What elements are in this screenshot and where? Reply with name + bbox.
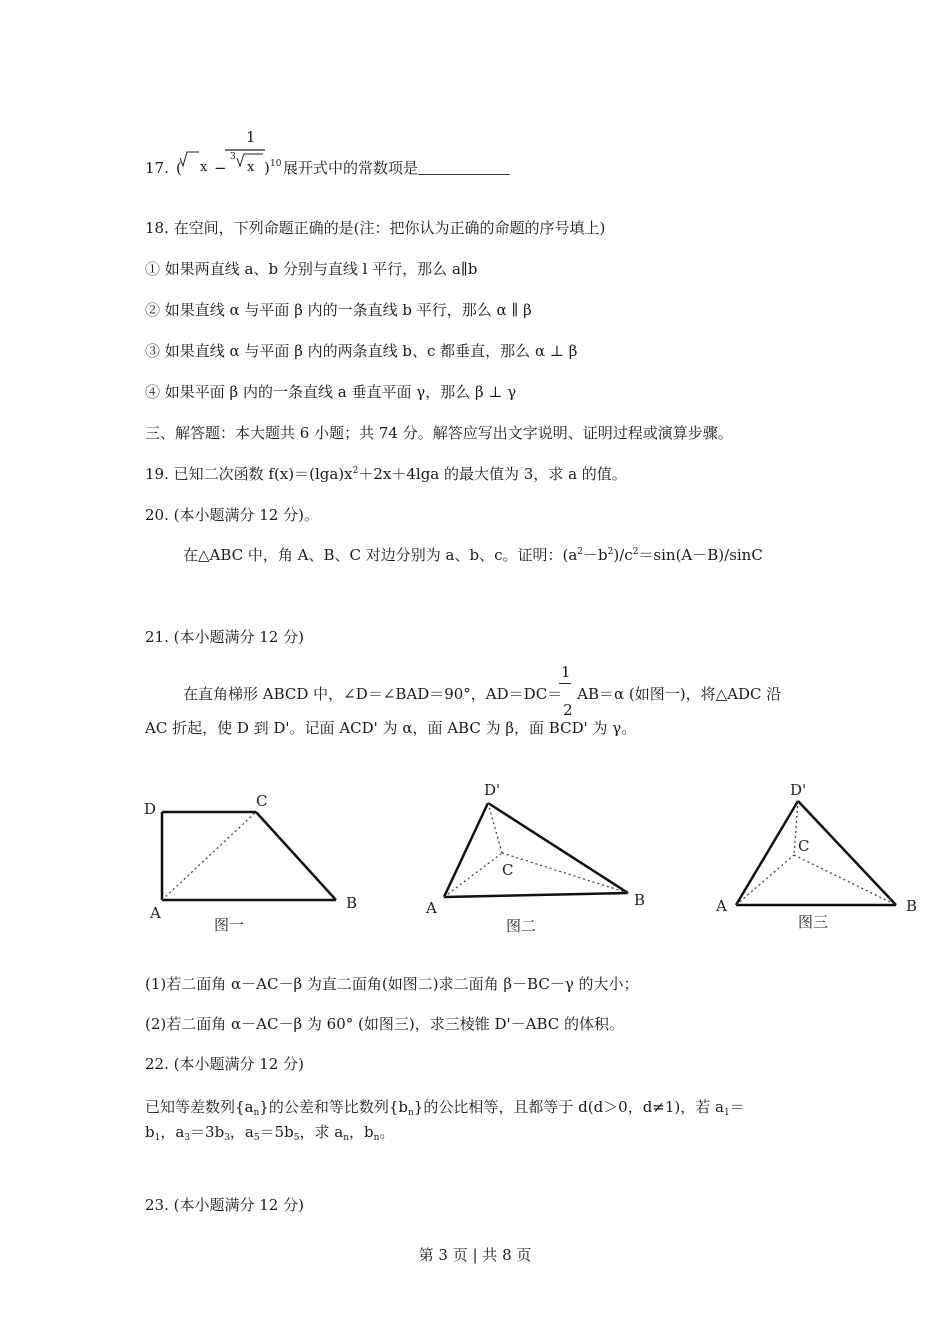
- q22-head: 22. (本小题满分 12 分): [145, 1055, 304, 1073]
- edge-AC-dotted: [444, 853, 502, 897]
- q17-exponent: 10: [270, 159, 282, 169]
- q21-part-2: (2)若二面角 α－AC－β 为 60° (如图三)，求三棱锥 D'－ABC 的体积。: [145, 1015, 625, 1033]
- label-A: A: [150, 904, 161, 922]
- edge-AC-dotted: [736, 855, 794, 905]
- label-B: B: [346, 894, 358, 912]
- label-C: C: [798, 837, 810, 855]
- sqrt-sign: [180, 152, 199, 166]
- q20-text-1: 在△ABC 中，角 A、B、C 对边分别为 a、b、c。证明：(a: [183, 546, 578, 564]
- q17-cbrt-x: x: [247, 160, 255, 175]
- q22-t2: }的公差和等比数列{b: [259, 1098, 408, 1116]
- label-C: C: [502, 861, 514, 879]
- label-B: B: [906, 897, 918, 915]
- q22-sub-j: n: [373, 1133, 380, 1143]
- q22-t3: }的公比相等，且都等于 d(d＞0，d≠1)，若 a: [413, 1098, 724, 1116]
- q21-line-1: [183, 684, 782, 719]
- label-D: D: [144, 800, 157, 818]
- q20-sup-2: 2: [607, 547, 614, 557]
- q21-text-1b: AB＝α (如图一)，将△ADC 沿: [577, 685, 782, 703]
- edge-AC-dotted: [162, 812, 256, 900]
- q20-sup-3: 2: [632, 547, 639, 557]
- label-Dp: D': [790, 781, 807, 799]
- q22-sub-h: 5: [293, 1133, 300, 1143]
- q21-frac-num: 1: [561, 663, 571, 681]
- q19-sup: 2: [352, 466, 359, 476]
- q20-text-4: ＝sin(A－B)/sinC: [638, 546, 763, 564]
- q17-text: 展开式中的常数项是: [283, 159, 419, 177]
- q22-t7: ＝3b: [190, 1123, 225, 1141]
- edge-CB: [256, 812, 336, 900]
- q17-sqrt-x: x: [200, 160, 208, 175]
- q22-t5: b: [145, 1123, 155, 1141]
- answer-blank: [418, 160, 510, 175]
- q22-t6: ，a: [160, 1123, 185, 1141]
- q17-root-index: 3: [230, 152, 236, 162]
- edge-DpB: [798, 801, 896, 905]
- label-B: B: [634, 891, 646, 909]
- figure-1: [140, 790, 370, 940]
- q18-option-1: ① 如果两直线 a、b 分别与直线 l 平行，那么 a∥b: [145, 260, 478, 278]
- q21-part-1: (1)若二面角 α－AC－β 为直二面角(如图二)求二面角 β－BC－γ 的大小；: [145, 975, 639, 993]
- edge-DpA: [736, 801, 798, 905]
- label-C: C: [256, 792, 268, 810]
- q22-t12: 。: [379, 1123, 395, 1141]
- edge-CB-dotted: [502, 853, 628, 893]
- caption-1: 图一: [214, 916, 245, 934]
- q21-head: 21. (本小题满分 12 分): [145, 628, 304, 646]
- page-footer: 第 3 页 | 共 8 页: [418, 1246, 532, 1264]
- label-A: A: [426, 899, 437, 917]
- q22-sub-b: n: [408, 1108, 414, 1118]
- q21-line-2: AC 折起，使 D 到 D'。记面 ACD' 为 α，面 ABC 为 β，面 BCD' 为 γ。: [145, 719, 637, 737]
- q18-option-3: ③ 如果直线 α 与平面 β 内的两条直线 b、c 都垂直，那么 α ⊥ β: [145, 342, 578, 360]
- figure-3: [710, 775, 930, 940]
- q17-minus: −: [214, 159, 227, 177]
- q22-sub-i: n: [343, 1133, 350, 1143]
- q18-option-2: ② 如果直线 α 与平面 β 内的一条直线 b 平行，那么 α ∥ β: [145, 301, 532, 319]
- edge-DpA: [444, 803, 488, 897]
- label-Dp: D': [484, 781, 501, 799]
- q20-text-2: －b: [583, 546, 608, 564]
- q18-stem: 18. 在空间，下列命题正确的是(注：把你认为正确的命题的序号填上): [145, 219, 606, 237]
- edge-DpB: [488, 803, 628, 893]
- q22-t1: 已知等差数列{a: [145, 1098, 254, 1116]
- caption-2: 图二: [506, 917, 537, 935]
- q22-sub-c: 1: [724, 1108, 730, 1118]
- q17-fraction-numerator: 1: [246, 128, 256, 146]
- q23-head: 23. (本小题满分 12 分): [145, 1196, 304, 1214]
- q22-t8: ，a: [229, 1123, 254, 1141]
- q20-text-3: )/c: [613, 546, 633, 564]
- q20-sup-1: 2: [577, 547, 584, 557]
- q18-option-4: ④ 如果平面 β 内的一条直线 a 垂直平面 γ，那么 β ⊥ γ: [145, 383, 517, 401]
- q22-sub-f: 3: [224, 1133, 230, 1143]
- q22-sub-e: 3: [184, 1133, 191, 1143]
- q22-line-2: [145, 1122, 394, 1142]
- q19-text-a: 19. 已知二次函数 f(x)＝(lga)x: [145, 465, 353, 483]
- question-19: [145, 464, 627, 484]
- q22-sub-d: 1: [154, 1133, 161, 1143]
- edge-CB-dotted: [794, 855, 896, 905]
- q21-frac-den: 2: [563, 701, 573, 719]
- q22-sub-g: 5: [253, 1133, 260, 1143]
- q22-t10: ，求 a: [299, 1123, 344, 1141]
- q19-text-b: ＋2x＋4lga 的最大值为 3，求 a 的值。: [358, 465, 627, 483]
- edge-AB: [444, 893, 628, 897]
- q20-head: 20. (本小题满分 12 分)。: [145, 506, 319, 524]
- q22-line-1: [145, 1097, 745, 1117]
- q22-t11: ，b: [349, 1123, 374, 1141]
- q22-t9: ＝5b: [259, 1123, 294, 1141]
- q22-sub-a: n: [253, 1108, 260, 1118]
- caption-3: 图三: [798, 913, 829, 931]
- q22-t4: ＝: [729, 1098, 745, 1116]
- section-3-heading: 三、解答题：本大题共 6 小题；共 74 分。解答应写出文字说明、证明过程或演算步骤。: [145, 424, 733, 442]
- q17-number: 17.: [145, 159, 169, 177]
- label-A: A: [716, 897, 727, 915]
- q20-body: [183, 545, 763, 565]
- figure-2: [420, 775, 660, 940]
- q21-text-1a: 在直角梯形 ABCD 中，∠D＝∠BAD＝90°，AD＝DC＝: [183, 685, 563, 703]
